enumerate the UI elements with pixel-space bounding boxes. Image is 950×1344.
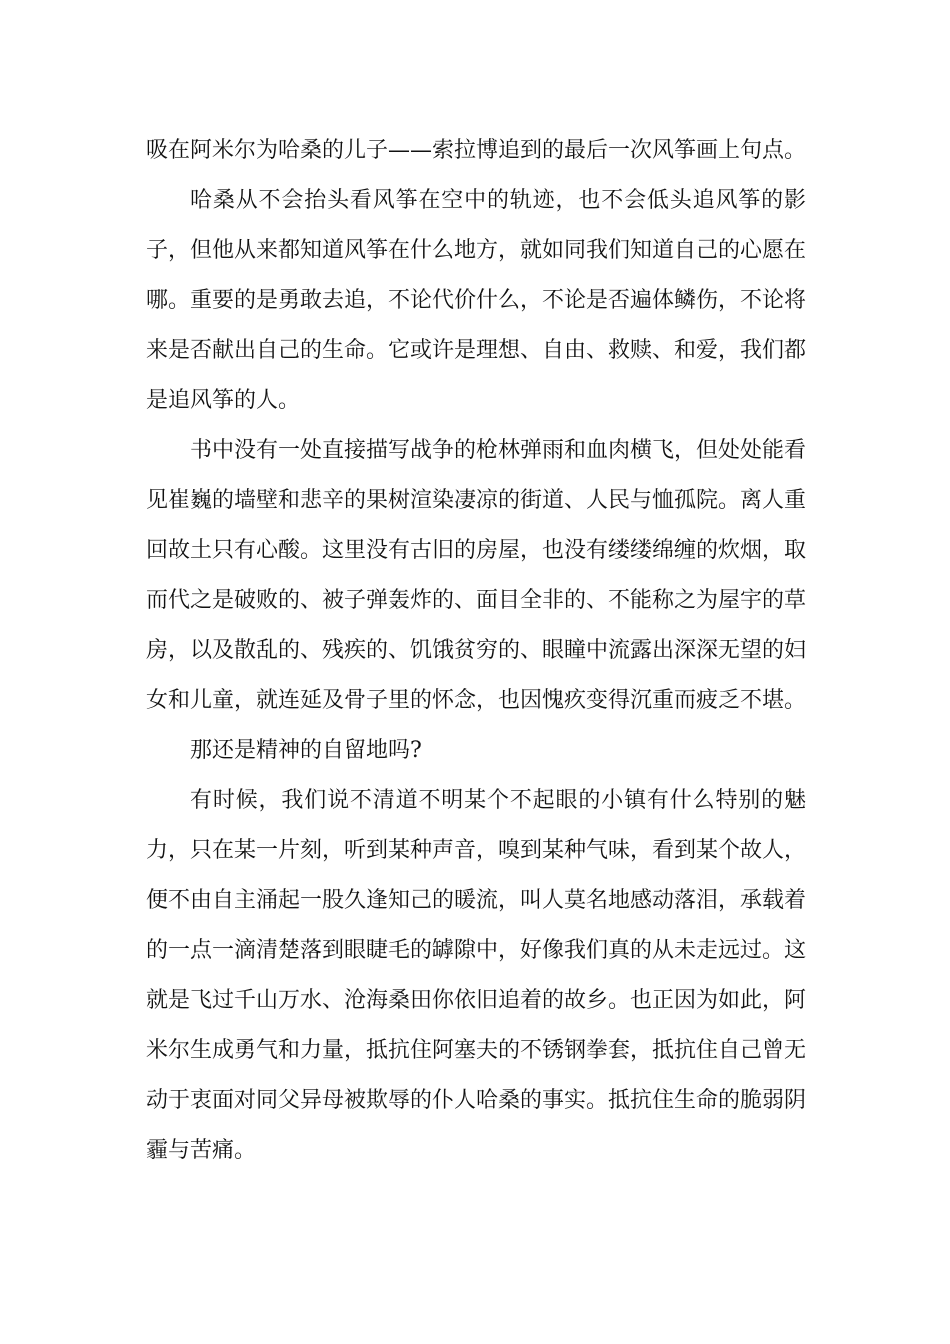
- paragraph-2: 哈桑从不会抬头看风筝在空中的轨迹，也不会低头追风筝的影子，但他从来都知道风筝在什么地方，就如同我们知道自己的心愿在哪。重要的是勇敢去追，不论代价什么，不论是否遍体鳞伤，不论将来是否献出自己的生命。它或许是理想、自由、救赎、和爱，我们都是追风筝的人。: [146, 188, 807, 413]
- document-body: [146, 126, 806, 1176]
- paragraph-4: 那还是精神的自留地吗?: [190, 738, 422, 763]
- paragraph-5: 有时候，我们说不清道不明某个不起眼的小镇有什么特别的魅力，只在某一片刻，听到某种声音，嗅到某种气味，看到某个故人，便不由自主涌起一股久逢知己的暖流，叫人莫名地感动落泪，承载着的一点一滴清楚落到眼睫毛的罅隙中，好像我们真的从未走远过。这就是飞过千山万水、沧海桑田你依旧追着的故乡。也正因为如此，阿米尔生成勇气和力量，抵抗住阿塞夫的不锈钢拳套，抵抗住自己曾无动于衷面对同父异母被欺辱的仆人哈桑的事实。抵抗住生命的脆弱阴霾与苦痛。: [146, 788, 807, 1163]
- paragraph-1: 吸在阿米尔为哈桑的儿子——索拉博追到的最后一次风筝画上句点。: [146, 138, 807, 163]
- paragraph-3: 书中没有一处直接描写战争的枪林弹雨和血肉横飞，但处处能看见崔巍的墙壁和悲辛的果树渲染凄凉的街道、人民与恤孤院。离人重回故土只有心酸。这里没有古旧的房屋，也没有缕缕绵缠的炊烟，取而代之是破败的、被子弹轰炸的、面目全非的、不能称之为屋宇的草房，以及散乱的、残疾的、饥饿贫穷的、眼瞳中流露出深深无望的妇女和儿童，就连延及骨子里的怀念，也因愧疚变得沉重而疲乏不堪。: [146, 438, 807, 713]
